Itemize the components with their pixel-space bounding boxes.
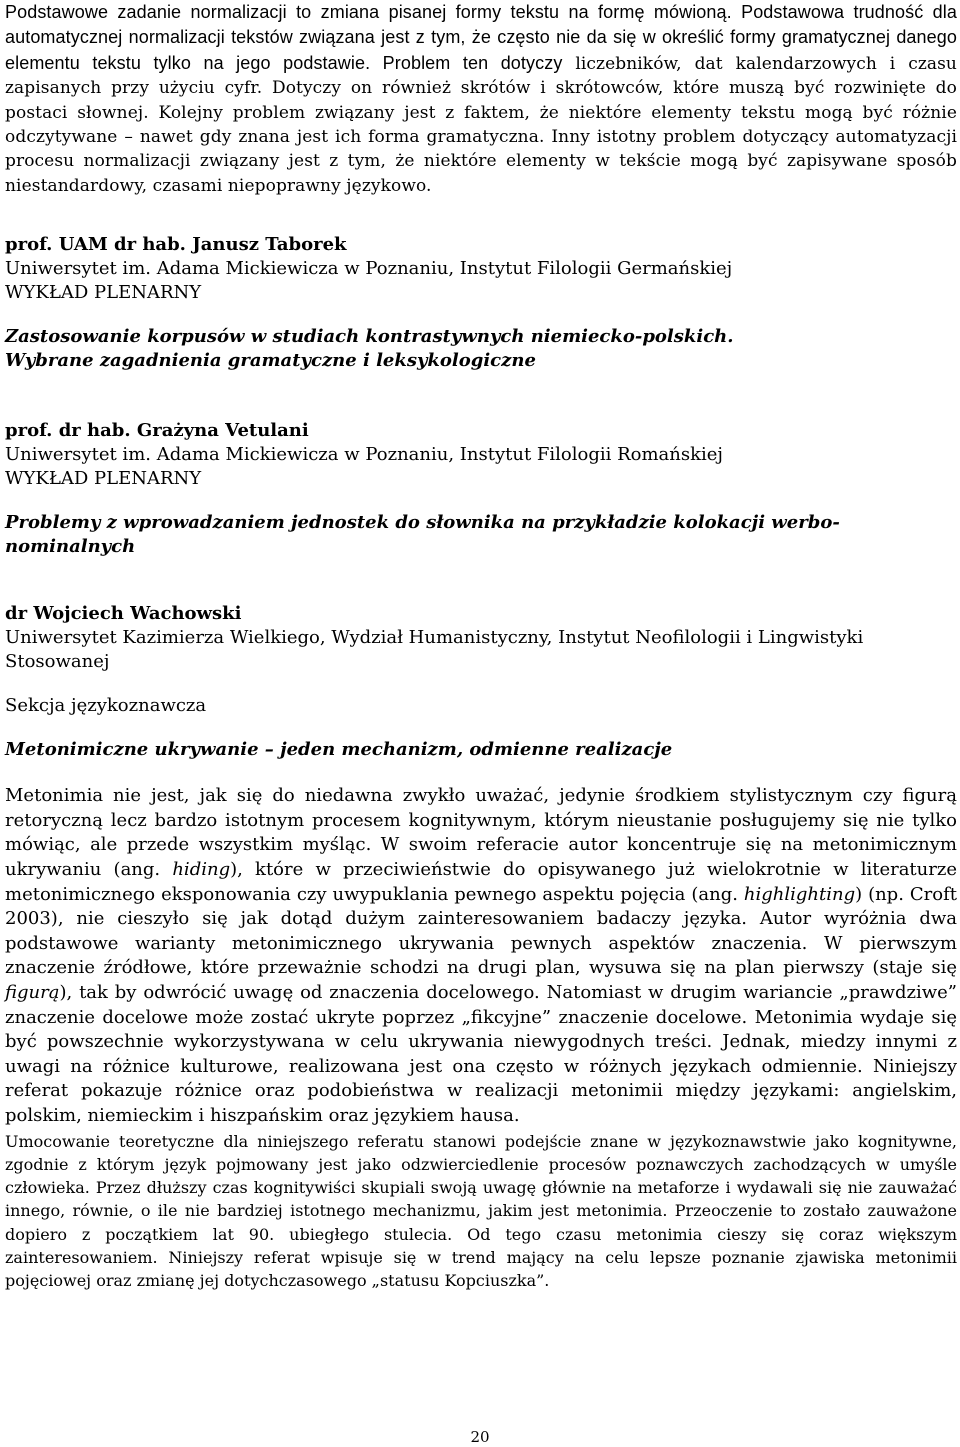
speaker-name: prof. UAM dr hab. Janusz Taborek: [5, 234, 347, 256]
abstract-paragraph: [5, 784, 957, 1128]
abstract-text: ) (np. Croft 2003), nie cieszyło się jak dotąd dużym zainteresowaniem badaczy języka. Autor wyróżnia dwa podstawowe warianty metonimicznego ukrywania pewnych aspektów znaczenia. W pierwszym znaczenie źródłowe, które przeważnie schodzi na drugi plan, wysuwa się na plan pierwszy (staje się: [5, 883, 957, 979]
document-page: [5, 0, 957, 1293]
talk-title: Metonimiczne ukrywanie – jeden mechanizm, odmienne realizacje: [5, 739, 673, 761]
talk-title-line: Wybrane zagadnienia gramatyczne i leksykologiczne: [5, 350, 536, 372]
session-label: WYKŁAD PLENARNY: [5, 282, 202, 304]
abstract-term: highlighting: [743, 883, 856, 905]
intro-lead-text: Podstawowe zadanie normalizacji to zmiana pisanej formy tekstu na formę mówioną. Podstawowa trudność dla automatycznej normalizacji tekstów związana jest z tym, że często nie da się w określić formy gramatycznej danego elementu tekstu tylko na jego podstawie. Problem ten dotyczy: [5, 2, 957, 73]
speaker-affiliation: Uniwersytet Kazimierza Wielkiego, Wydział Humanistyczny, Instytut Neofilologii i Lingwistyki Stosowanej: [5, 627, 864, 673]
talk-title-line: Zastosowanie korpusów w studiach kontrastywnych niemiecko-polskich.: [5, 326, 734, 348]
speaker-affiliation: Uniwersytet im. Adama Mickiewicza w Poznaniu, Instytut Filologii Germańskiej: [5, 258, 733, 280]
abstract-paragraph-2: Umocowanie teoretyczne dla niniejszego referatu stanowi podejście znane w językoznawstwie jako kognitywne, zgodnie z którym język pojmowany jest jako odzwierciedlenie procesów poznawczych zachodzących w umyśle człowieka. Przez dłuższy czas kognitywiści skupiali swoją uwagę głównie na metaforze i wydawali się nie zauważać innego, równie, o ile nie bardziej istotnego mechanizmu, jakim jest metonimia. Przeoczenie to zostało zauważone dopiero z początkiem lat 90. ubiegłego stulecia. Od tego czasu metonimia cieszy się coraz większym zainteresowaniem. Niniejszy referat wpisuje się w trend mający na celu lepsze poznanie zjawiska metonimii pojęciowej oraz zmianę jej dotychczasowego „statusu Kopciuszka”.: [5, 1131, 957, 1291]
abstract-text: ), które w przeciwieństwie do opisywanego już wielokrotnie w literaturze metonimicznego eksponowania czy uwypuklania pewnego aspektu pojęcia (ang.: [5, 859, 958, 905]
talk-title: Problemy z wprowadzaniem jednostek do słownika na przykładzie kolokacji werbo-nominalnych: [5, 512, 840, 558]
abstract-term: hiding: [172, 859, 231, 881]
session-label: WYKŁAD PLENARNY: [5, 468, 202, 490]
speaker-name: dr Wojciech Wachowski: [5, 603, 242, 625]
speaker-entry-vetulani: [5, 419, 957, 559]
speaker-affiliation: Uniwersytet im. Adama Mickiewicza w Poznaniu, Instytut Filologii Romańskiej: [5, 444, 724, 466]
talk-title: [5, 325, 957, 373]
abstract-text: ), tak by odwrócić uwagę od znaczenia docelowego. Natomiast w drugim wariancie „prawdziwe” znaczenie docelowe może zostać ukryte poprzez „fikcyjne” znaczenie docelowe. Metonimia wydaje się być powszechnie wykorzystywana w celu ukrywania niewygodnych treści. Jednak, miedzy innymi z uwagi na różnice kulturowe, realizowana jest ona często w różnych językach odmiennie. Niniejszy referat pokazuje różnice oraz podobieństwa w realizacji metonimii między językami: angielskim, polskim, niemieckim i hiszpańskim oraz językiem hausa.: [5, 982, 957, 1126]
intro-rest-text: liczebników, dat kalendarzowych i czasu zapisanych przy użyciu cyfr. Dotyczy on również skrótów i skrótowców, które muszą być rozwinięte do postaci słownej. Kolejny problem związany jest z faktem, że niektóre elementy tekstu mogą być różnie odczytywane – nawet gdy znana jest ich forma gramatyczna. Inny istotny problem dotyczący automatyzacji procesu normalizacji związany jest z tym, że niektóre elementy w tekście mogą być zapisywane sposób niestandardowy, czasami niepoprawny językowo.: [5, 53, 957, 196]
abstract-text: Metonimia nie jest, jak się do niedawna zwykło uważać, jedynie środkiem stylistycznym czy figurą retoryczną lecz bardzo istotnym procesem kognitywnym, którym nieustanie posługujemy się nie tylko mówiąc, ale przede wszystkim myśląc. W swoim referacie autor koncentruje się na metonimicznym ukrywaniu (ang.: [5, 785, 957, 881]
speaker-name: prof. dr hab. Grażyna Vetulani: [5, 420, 309, 442]
speaker-entry-taborek: [5, 233, 957, 373]
abstract-term: figurą: [5, 982, 60, 1003]
page-number: 20: [470, 1428, 490, 1446]
session-label: Sekcja językoznawcza: [5, 695, 207, 717]
intro-paragraph: [5, 0, 957, 198]
speaker-entry-wachowski: [5, 602, 957, 762]
